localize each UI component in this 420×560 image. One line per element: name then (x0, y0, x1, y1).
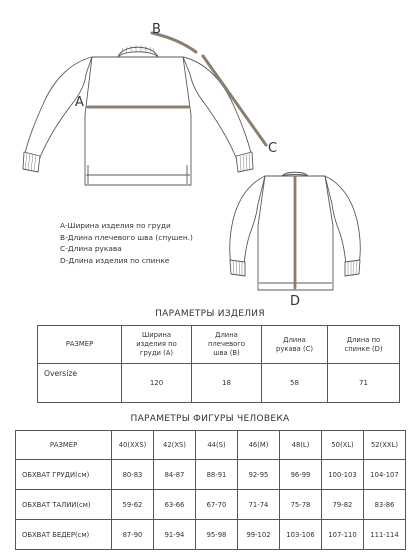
header-cell: Длина плечевого шва (В) (192, 326, 262, 364)
label-b: B (152, 22, 161, 37)
header-cell: 50(XL) (322, 431, 364, 460)
table-cell: 71-74 (238, 490, 280, 520)
table-row (16, 460, 406, 490)
label-a: A (75, 95, 84, 110)
header-cell: 40(XXS) (112, 431, 154, 460)
label-d: D (290, 294, 301, 305)
table-cell: 67-70 (196, 490, 238, 520)
product-parameters-table (37, 325, 400, 403)
header-cell: Длина рукава (С) (262, 326, 328, 364)
row-label: ОБХВАТ ТАЛИИ(см) (16, 490, 112, 520)
table-cell: 84-87 (154, 460, 196, 490)
table-header-row (16, 431, 406, 460)
table-row (16, 520, 406, 550)
table-cell: 63-66 (154, 490, 196, 520)
front-neck-rib (118, 47, 158, 57)
row-label: ОБХВАТ БЕДЕР(см) (16, 520, 112, 550)
table-cell: 103-106 (280, 520, 322, 550)
back-right-cuff (345, 260, 360, 276)
table-header-row (38, 326, 400, 364)
header-cell: 46(M) (238, 431, 280, 460)
figure-parameters-table (15, 430, 406, 550)
table-cell: 107-110 (322, 520, 364, 550)
header-cell: Длина по спинке (D) (328, 326, 400, 364)
table-cell: 58 (262, 364, 328, 403)
table-cell: 88-91 (196, 460, 238, 490)
table-cell: 71 (328, 364, 400, 403)
legend-item-a: A-Ширина изделия по груди (60, 221, 171, 230)
front-body (85, 57, 191, 185)
table-cell: 99-102 (238, 520, 280, 550)
header-cell: 44(S) (196, 431, 238, 460)
table-cell: 75-78 (280, 490, 322, 520)
back-left-cuff (230, 260, 245, 276)
front-sweatshirt (23, 45, 253, 185)
header-cell: 48(L) (280, 431, 322, 460)
label-c: C (268, 141, 278, 156)
front-right-cuff (236, 152, 253, 172)
table-cell: 87-90 (112, 520, 154, 550)
table-cell: 100-103 (322, 460, 364, 490)
header-cell: 42(XS) (154, 431, 196, 460)
legend-item-c: C-Длина рукава (60, 244, 122, 253)
table-cell: 92-95 (238, 460, 280, 490)
table-cell: 96-99 (280, 460, 322, 490)
back-neck-rib (282, 172, 308, 176)
table-cell: 120 (122, 364, 192, 403)
table-row (38, 364, 400, 403)
product-table-title: ПАРАМЕТРЫ ИЗДЕЛИЯ (155, 309, 265, 319)
header-cell: РАЗМЕР (38, 326, 122, 364)
table-cell: 18 (192, 364, 262, 403)
table-row (16, 490, 406, 520)
table-cell: 79-82 (322, 490, 364, 520)
table-cell: 80-83 (112, 460, 154, 490)
table-cell: 91-94 (154, 520, 196, 550)
table-cell: 83-86 (364, 490, 406, 520)
row-label: ОБХВАТ ГРУДИ(см) (16, 460, 112, 490)
table-cell: 111-114 (364, 520, 406, 550)
figure-table-title: ПАРАМЕТРЫ ФИГУРЫ ЧЕЛОВЕКА (130, 414, 290, 424)
front-left-cuff (23, 152, 40, 172)
header-cell: Ширина изделия по груди (А) (122, 326, 192, 364)
legend-item-b: B-Длина плечевого шва (спушен.) (60, 232, 193, 242)
measurement-legend (60, 220, 193, 266)
header-cell: 52(XXL) (364, 431, 406, 460)
table-cell: 59-62 (112, 490, 154, 520)
table-cell: 95-98 (196, 520, 238, 550)
table-cell: 104-107 (364, 460, 406, 490)
row-label: Oversize (38, 364, 122, 403)
header-cell: РАЗМЕР (16, 431, 112, 460)
legend-item-d: D-Длина изделия по спинке (60, 255, 170, 265)
